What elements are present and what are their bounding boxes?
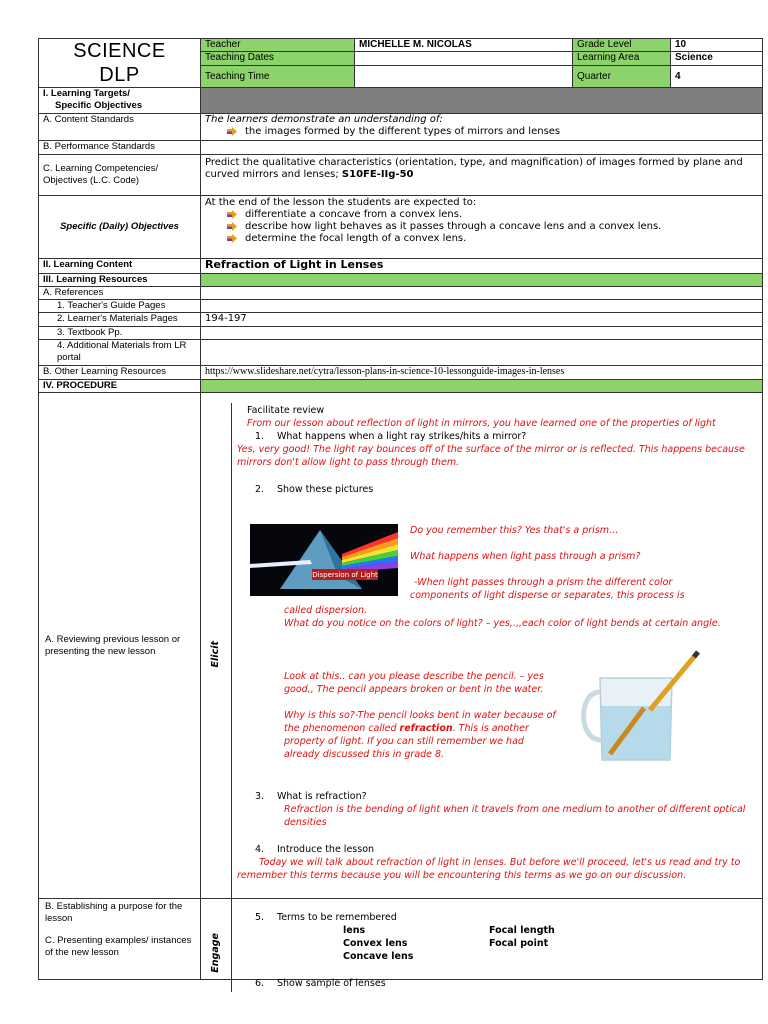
engage-column bbox=[201, 909, 232, 992]
prism-question: Do you remember this? Yes that's a prism… bbox=[410, 525, 619, 536]
competencies-code: S10FE-IIg-50 bbox=[341, 169, 414, 180]
learning-targets-label bbox=[39, 88, 201, 114]
engage-label: Engage bbox=[210, 933, 221, 973]
green-band bbox=[201, 274, 763, 287]
answer-4: Today we will talk about refraction of light in lenses. But before we'll proceed, let's us read and try to remember this terms because you will be encountering this terms as we go on our discussion. bbox=[237, 857, 741, 881]
learning-targets-text: I. Learning Targets/ bbox=[43, 88, 130, 99]
prism-answer-line1: -When light passes through a prism the different color bbox=[414, 577, 673, 588]
textbook-value bbox=[201, 327, 763, 340]
q4-num: 4. bbox=[255, 844, 265, 855]
teacher-label: Teacher bbox=[201, 39, 355, 52]
learning-content-label: II. Learning Content bbox=[39, 259, 201, 274]
other-resources-label: B. Other Learning Resources bbox=[39, 366, 201, 380]
dates-label: Teaching Dates bbox=[201, 52, 355, 66]
daily-item-text: determine the focal length of a convex lens. bbox=[245, 233, 467, 244]
terms-col1 bbox=[343, 924, 489, 963]
tg-label: 1. Teacher's Guide Pages bbox=[39, 300, 201, 313]
procedure-label: IV. PROCEDURE bbox=[39, 380, 201, 393]
additional-value bbox=[201, 340, 763, 366]
daily-intro: At the end of the lesson the students are expected to: bbox=[205, 197, 477, 208]
arrow-bullet-icon bbox=[227, 234, 237, 243]
prism-answer-line2: components of light disperse or separates, this process is bbox=[410, 590, 685, 601]
pencil-question: Look at this.. can you please describe the pencil. – yes good,, The pencil appears broken or bent in the water. bbox=[284, 671, 544, 695]
content-standards-item bbox=[205, 126, 758, 138]
daily-item bbox=[205, 209, 758, 221]
answer-1: Yes, very good! The light ray bounces off of the surface of the mirror or is reflected. This happens because mirrors don't allow light to pass through them. bbox=[237, 444, 745, 468]
time-label: Teaching Time bbox=[201, 66, 355, 88]
area-label: Learning Area bbox=[573, 52, 671, 66]
learning-content-value: Refraction of Light in Lenses bbox=[201, 259, 763, 274]
dlp-title bbox=[39, 39, 201, 88]
performance-standards-label: B. Performance Standards bbox=[39, 141, 201, 155]
term-item: lens bbox=[343, 925, 366, 936]
purpose-label: B. Establishing a purpose for the lesson bbox=[45, 901, 183, 924]
references-label: A. References bbox=[39, 287, 201, 300]
why-post: . This is another property of light. If you can still remember we had already discussed this in grade 8. bbox=[284, 723, 529, 760]
facilitate-text: Facilitate review bbox=[247, 405, 325, 416]
green-band bbox=[201, 380, 763, 393]
q1-num: 1. bbox=[255, 431, 265, 442]
pencil-glass-illustration bbox=[570, 648, 712, 768]
quarter-value: 4 bbox=[671, 66, 763, 88]
term-item: Focal length bbox=[489, 925, 555, 936]
content-standards-item-text: the images formed by the different types of mirrors and lenses bbox=[245, 126, 561, 137]
daily-item-text: differentiate a concave from a convex lens. bbox=[245, 209, 463, 220]
competencies-cell bbox=[201, 155, 763, 196]
daily-item bbox=[205, 221, 758, 233]
prism-caption: Dispersion of Light bbox=[312, 571, 378, 579]
prism-discussion bbox=[410, 524, 750, 602]
why-text bbox=[284, 709, 560, 761]
gray-band bbox=[201, 88, 763, 114]
arrow-bullet-icon bbox=[227, 210, 237, 219]
q6-text: Show sample of lenses bbox=[277, 978, 386, 989]
prism-image bbox=[250, 524, 398, 596]
q6-num: 6. bbox=[255, 978, 265, 989]
question-6 bbox=[237, 977, 755, 990]
procedure-content-2 bbox=[237, 790, 755, 882]
elicit-label: Elicit bbox=[210, 641, 221, 668]
question-5 bbox=[237, 911, 755, 924]
term-item: Convex lens bbox=[343, 938, 408, 949]
q5-text: Terms to be remembered bbox=[277, 912, 397, 923]
question-2 bbox=[237, 483, 755, 496]
prism-answer-line3: called dispersion. bbox=[284, 605, 368, 616]
daily-objectives-label: Specific (Daily) Objectives bbox=[39, 196, 201, 259]
reviewing-label: A. Reviewing previous lesson or presenting the new lesson bbox=[39, 393, 201, 899]
answer-3: Refraction is the bending of light when it travels from one medium to another of different optical densities bbox=[284, 804, 746, 828]
why-term: refraction bbox=[399, 723, 453, 734]
prism-question-2: What happens when light pass through a prism? bbox=[410, 551, 641, 562]
elicit-column bbox=[201, 403, 232, 909]
q4-text: Introduce the lesson bbox=[277, 844, 375, 855]
learning-resources-label: III. Learning Resources bbox=[39, 274, 201, 287]
term-item: Concave lens bbox=[343, 951, 414, 962]
title-line1: SCIENCE bbox=[73, 40, 166, 62]
examples-label: C. Presenting examples/ instances of the new lesson bbox=[45, 935, 192, 958]
colors-question: What do you notice on the colors of light? – yes,.,,each color of light bends at certain angle. bbox=[284, 618, 721, 629]
title-line2: DLP bbox=[99, 64, 140, 86]
lm-value: 194-197 bbox=[201, 313, 763, 327]
purpose-examples-label bbox=[39, 899, 201, 980]
engage-content bbox=[237, 911, 755, 990]
content-standards-label: A. Content Standards bbox=[39, 114, 201, 141]
daily-objectives-cell bbox=[201, 196, 763, 259]
teacher-value: MICHELLE M. NICOLAS bbox=[355, 39, 573, 52]
competencies-text: Predict the qualitative characteristics (orientation, type, and magnification) of images formed by plane and curved mirrors and lenses; bbox=[205, 157, 743, 180]
daily-item bbox=[205, 233, 758, 245]
lm-label: 2. Learner's Materials Pages bbox=[39, 313, 201, 327]
q2-text: Show these pictures bbox=[277, 484, 374, 495]
question-3 bbox=[237, 790, 755, 803]
procedure-content bbox=[237, 404, 755, 496]
why-pre: Why is this so?-The pencil looks bent in water because of the phenomenon called bbox=[284, 710, 556, 734]
grade-value: 10 bbox=[671, 39, 763, 52]
q5-num: 5. bbox=[255, 912, 265, 923]
competencies-label: C. Learning Competencies/ Objectives (L.C. Code) bbox=[39, 155, 201, 196]
pencil-glass-image bbox=[570, 648, 712, 768]
time-value bbox=[355, 66, 573, 88]
terms-list bbox=[237, 924, 755, 963]
quarter-label: Quarter bbox=[573, 66, 671, 88]
arrow-bullet-icon bbox=[227, 222, 237, 231]
term-item: Focal point bbox=[489, 938, 549, 949]
textbook-label: 3. Textbook Pp. bbox=[39, 327, 201, 340]
daily-item-text: describe how light behaves as it passes through a concave lens and a convex lens. bbox=[245, 221, 662, 232]
pencil-discussion bbox=[284, 670, 560, 761]
additional-label: 4. Additional Materials from LR portal bbox=[39, 340, 201, 366]
tg-value bbox=[201, 300, 763, 313]
content-standards-intro: The learners demonstrate an understanding of: bbox=[205, 114, 443, 125]
performance-standards-value bbox=[201, 141, 763, 155]
prism-illustration bbox=[250, 524, 398, 596]
question-4 bbox=[237, 843, 755, 856]
q3-text: What is refraction? bbox=[277, 791, 367, 802]
review-text: From our lesson about reflection of light in mirrors, you have learned one of the properties of light bbox=[247, 418, 716, 429]
arrow-bullet-icon bbox=[227, 127, 237, 136]
q2-num: 2. bbox=[255, 484, 265, 495]
specific-objectives-text: Specific Objectives bbox=[55, 100, 143, 111]
dates-value bbox=[355, 52, 573, 66]
q3-num: 3. bbox=[255, 791, 265, 802]
other-resources-link[interactable]: https://www.slideshare.net/cytra/lesson-plans-in-science-10-lessonguide-images-in-lenses bbox=[201, 366, 763, 380]
content-standards-cell bbox=[201, 114, 763, 141]
q1-text: What happens when a light ray strikes/hits a mirror? bbox=[277, 431, 527, 442]
dispersion-block bbox=[284, 604, 754, 630]
references-value bbox=[201, 287, 763, 300]
question-1 bbox=[237, 430, 755, 443]
terms-col2 bbox=[489, 924, 555, 963]
area-value: Science bbox=[671, 52, 763, 66]
grade-label: Grade Level bbox=[573, 39, 671, 52]
